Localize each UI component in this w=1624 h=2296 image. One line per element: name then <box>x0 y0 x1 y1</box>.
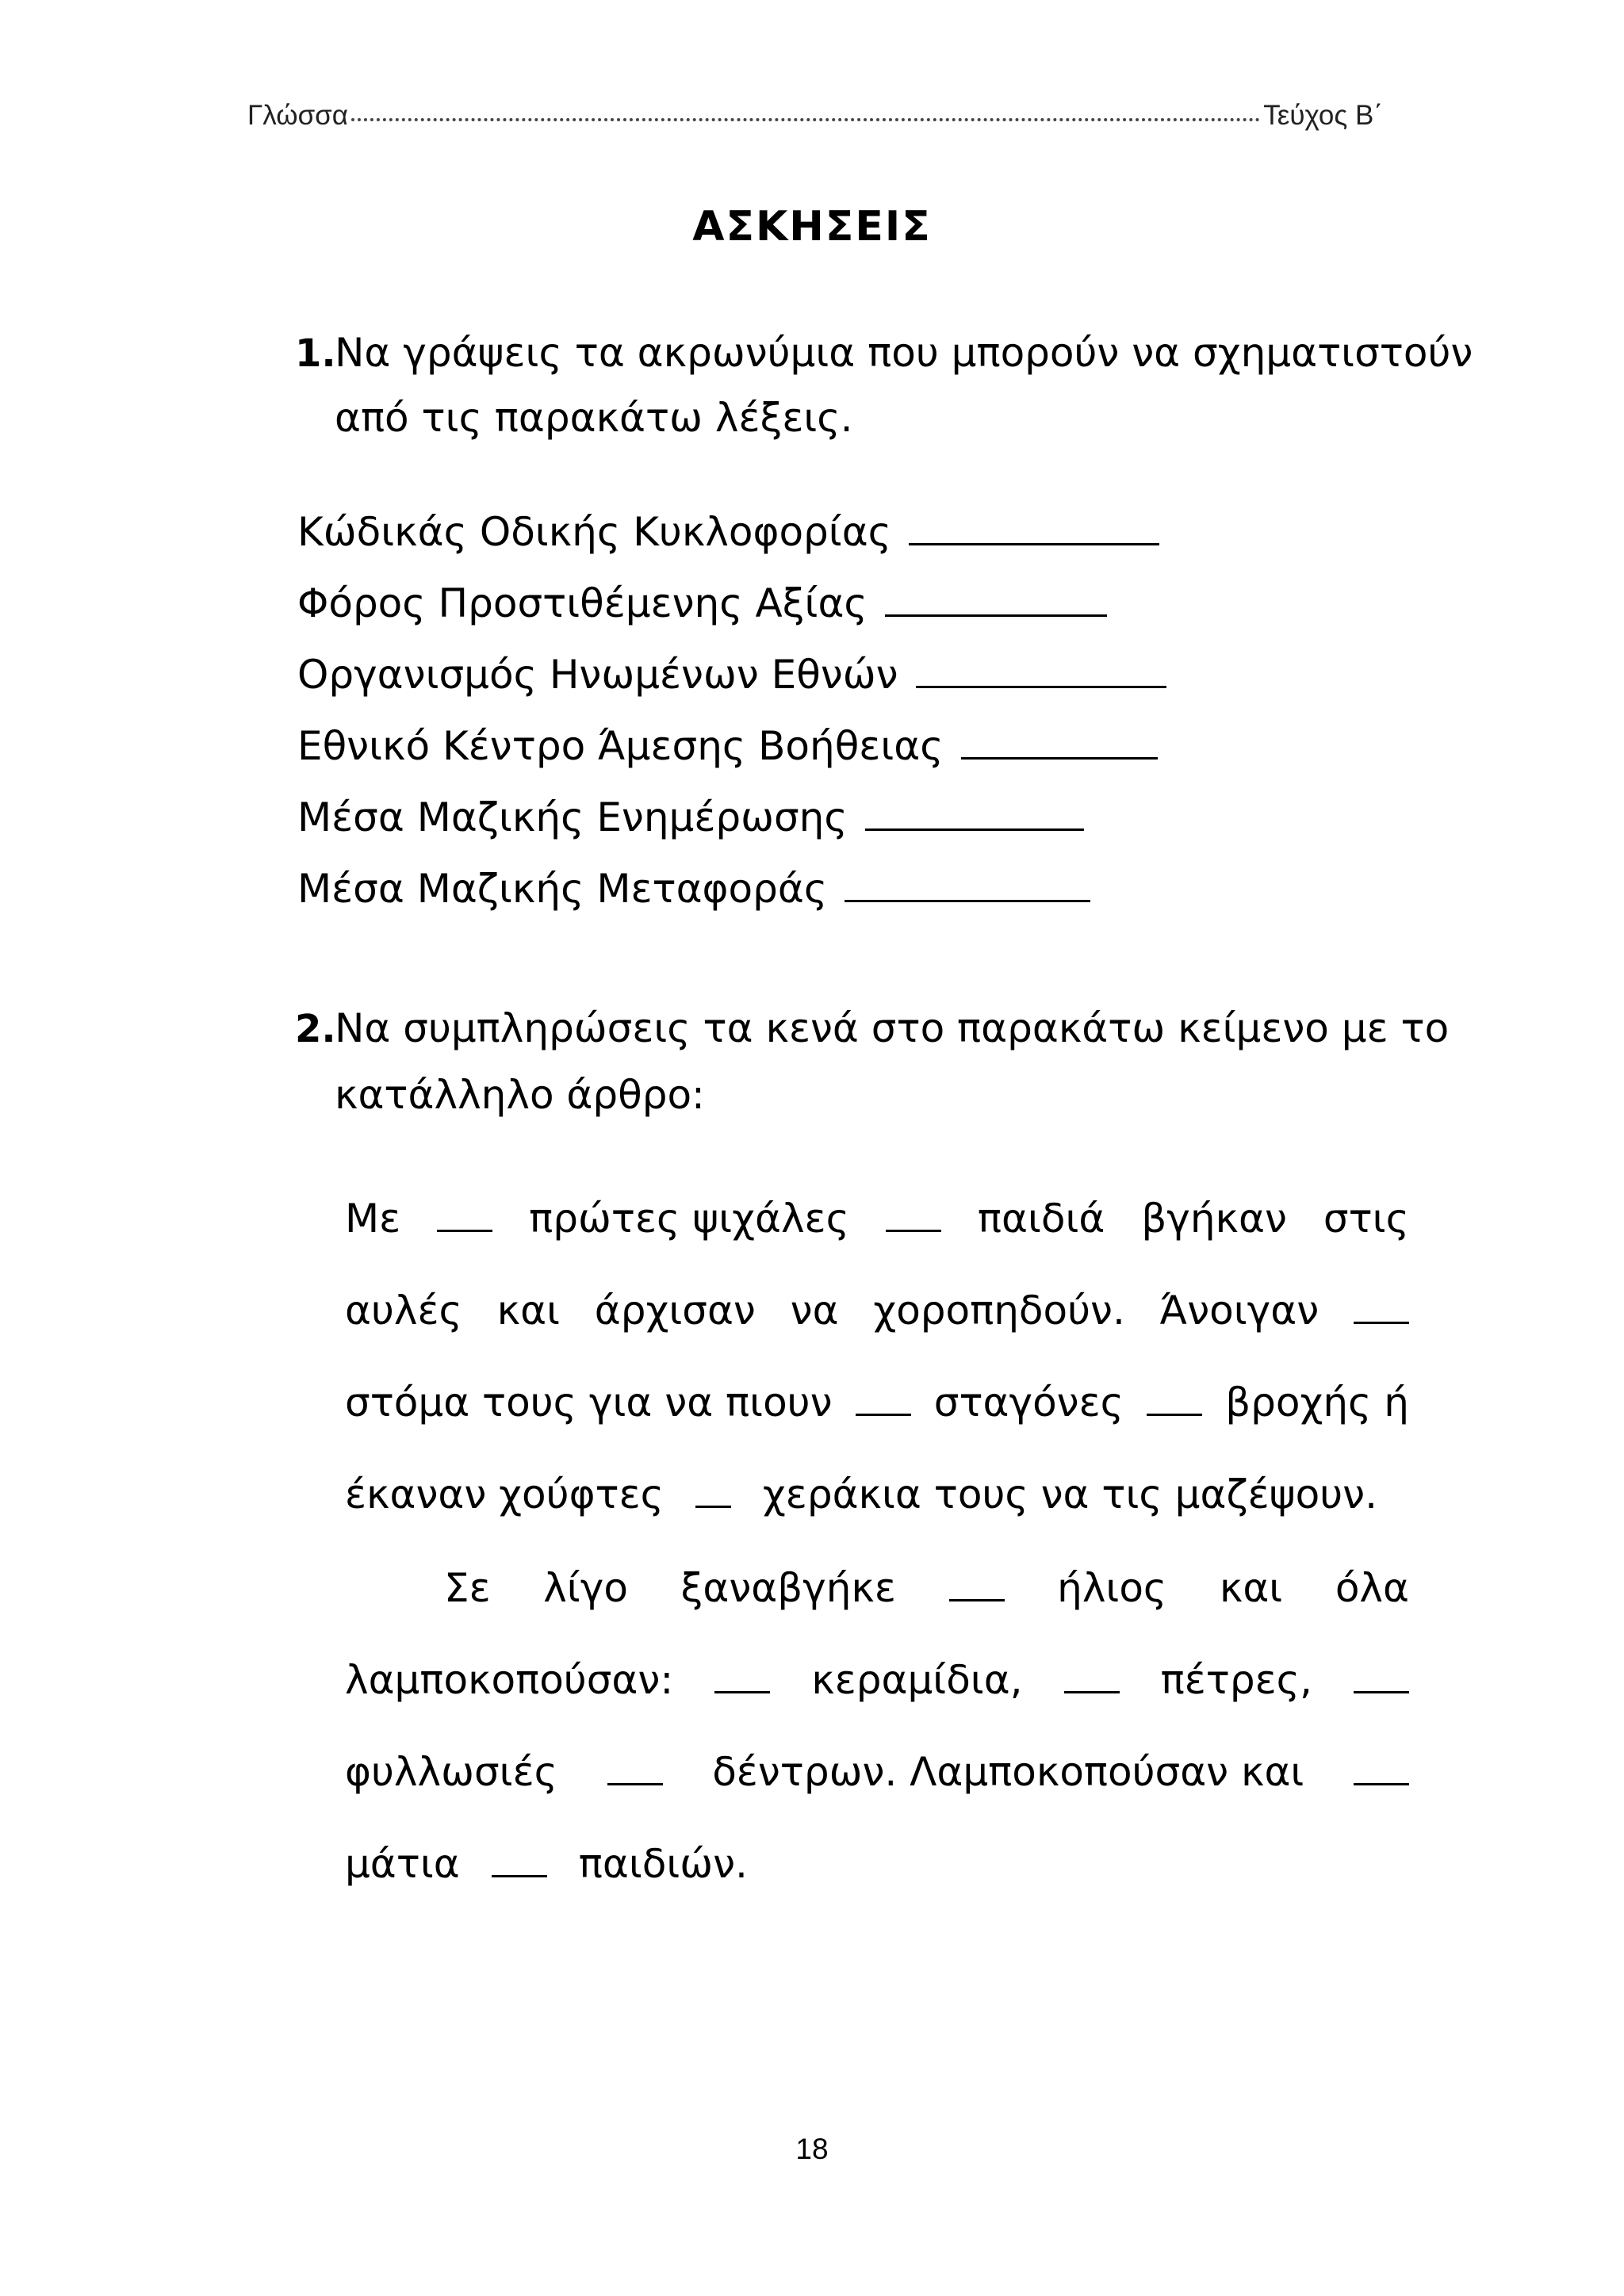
article-blank[interactable] <box>1354 1782 1409 1785</box>
text-fragment: πρώτες ψιχάλες <box>529 1196 849 1242</box>
text-fragment: όλα <box>1335 1565 1409 1611</box>
text-line <box>345 1657 1409 1703</box>
text-line <box>345 1380 1409 1425</box>
text-fragment: στις <box>1323 1196 1409 1242</box>
acronym-item <box>297 723 1158 769</box>
text-fragment: παιδιά <box>977 1196 1105 1242</box>
page-header <box>247 100 1383 132</box>
text-fragment: χεράκια τους να τις μαζέψουν. <box>762 1471 1377 1517</box>
header-subject: Γλώσσα <box>247 100 349 131</box>
page-title: ΑΣΚΗΣΕΙΣ <box>692 203 932 251</box>
acronym-item <box>297 794 1084 840</box>
text-fragment: πέτρες, <box>1160 1657 1312 1703</box>
text-fragment: αυλές <box>345 1288 462 1334</box>
text-fragment: λίγο <box>543 1565 628 1611</box>
acronym-phrase: Φόρος Προστιθέμενης Αξίας <box>297 580 868 626</box>
article-blank[interactable] <box>607 1782 663 1785</box>
article-blank[interactable] <box>492 1874 547 1877</box>
acronym-phrase: Οργανισμός Ηνωμένων Εθνών <box>297 652 898 698</box>
article-blank[interactable] <box>1147 1413 1202 1416</box>
exercise-2-instruction-line-1: Να συμπληρώσεις τα κενά στο παρακάτω κείμενο με το <box>335 1005 1450 1051</box>
acronym-phrase: Κώδικάς Οδικής Κυκλοφορίας <box>297 509 891 555</box>
text-line <box>345 1288 1409 1334</box>
article-blank[interactable] <box>856 1413 911 1416</box>
acronym-item <box>297 509 1159 555</box>
text-fragment: στόμα τους για να πιουν <box>345 1380 833 1425</box>
article-blank[interactable] <box>437 1229 492 1232</box>
text-fragment: έκαναν χούφτες <box>345 1471 665 1517</box>
article-blank[interactable] <box>1354 1321 1409 1324</box>
header-dot-leader <box>351 115 1260 121</box>
exercise-2-instruction-line-2: κατάλληλο άρθρο: <box>335 1072 705 1118</box>
acronym-item <box>297 652 1166 698</box>
exercise-1-instruction-line-1: Να γράψεις τα ακρωνύμια που μπορούν να σχηματιστούν <box>335 330 1473 376</box>
exercise-1-number: 1. <box>295 331 336 376</box>
text-line <box>345 1749 1409 1795</box>
text-fragment: σταγόνες <box>933 1380 1124 1425</box>
text-fragment: μάτια <box>345 1841 460 1887</box>
article-blank[interactable] <box>695 1505 731 1508</box>
text-fragment: Σε <box>444 1565 491 1611</box>
answer-blank[interactable] <box>885 614 1107 617</box>
article-blank[interactable] <box>1064 1690 1120 1693</box>
text-fragment: Άνοιγαν <box>1159 1288 1320 1334</box>
article-blank[interactable] <box>1354 1690 1409 1693</box>
text-fragment: λαμποκοπούσαν: <box>345 1657 674 1703</box>
acronym-item <box>297 580 1107 626</box>
header-volume: Τεύχος Β΄ <box>1263 100 1383 131</box>
acronym-phrase: Μέσα Μαζικής Μεταφοράς <box>297 866 828 912</box>
text-fragment: δέντρων. Λαμποκοπούσαν και <box>712 1749 1304 1795</box>
answer-blank[interactable] <box>916 685 1166 688</box>
article-blank[interactable] <box>714 1690 770 1693</box>
text-fragment: κεραμίδια, <box>811 1657 1023 1703</box>
answer-blank[interactable] <box>865 828 1084 831</box>
answer-blank[interactable] <box>845 899 1090 902</box>
text-fragment: βροχής ή <box>1225 1380 1409 1425</box>
answer-blank[interactable] <box>961 756 1158 760</box>
text-fragment: βγήκαν <box>1141 1196 1287 1242</box>
text-fragment: φυλλωσιές <box>345 1749 557 1795</box>
exercise-1-instruction-line-2: από τις παρακάτω λέξεις. <box>335 395 853 441</box>
text-fragment: ήλιος <box>1057 1565 1167 1611</box>
text-fragment: άρχισαν <box>594 1288 756 1334</box>
text-line <box>345 1196 1409 1242</box>
page-number: 18 <box>795 2133 829 2165</box>
text-fragment: παιδιών. <box>578 1841 748 1887</box>
text-fragment: και <box>1219 1565 1283 1611</box>
answer-blank[interactable] <box>909 542 1159 545</box>
text-fragment: χοροπηδούν. <box>873 1288 1125 1334</box>
exercise-2-number: 2. <box>295 1007 336 1051</box>
text-line <box>345 1471 1409 1517</box>
article-blank[interactable] <box>886 1229 941 1232</box>
article-blank[interactable] <box>949 1598 1005 1601</box>
acronym-item <box>297 866 1090 912</box>
text-line <box>444 1565 1409 1611</box>
acronym-phrase: Μέσα Μαζικής Ενημέρωσης <box>297 794 848 840</box>
text-line <box>345 1841 1409 1887</box>
text-fragment: και <box>496 1288 560 1334</box>
text-fragment: ξαναβγήκε <box>680 1565 896 1611</box>
acronym-phrase: Εθνικό Κέντρο Άμεσης Βοήθειας <box>297 723 944 769</box>
text-fragment: Με <box>345 1196 401 1242</box>
text-fragment: να <box>790 1288 839 1334</box>
